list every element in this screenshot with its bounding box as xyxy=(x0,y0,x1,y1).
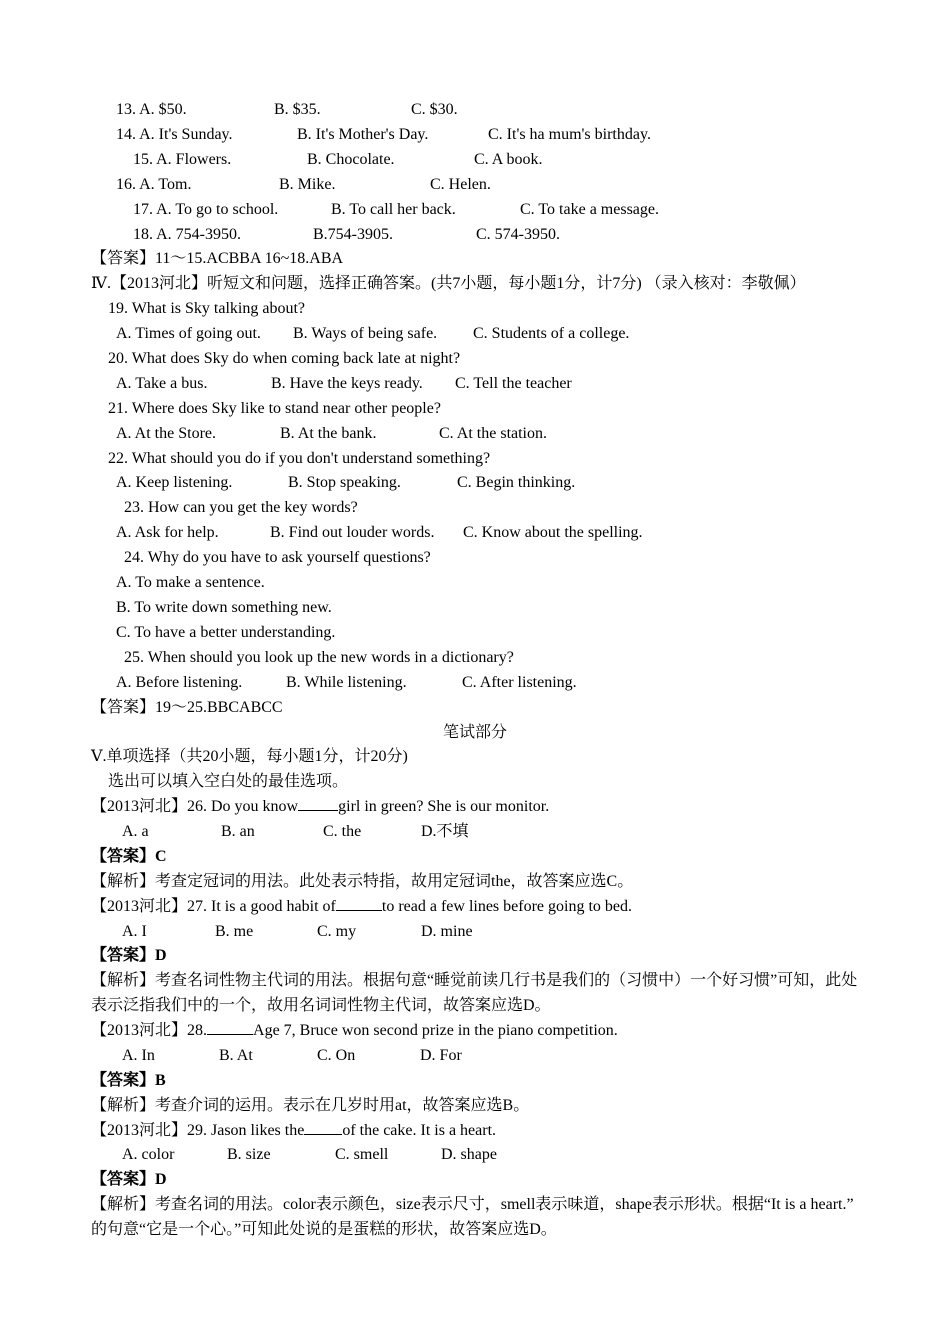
q18-option-b: B.754-3905. xyxy=(313,226,393,243)
q14-option-a: 14. A. It's Sunday. xyxy=(116,126,233,143)
q17-option-c: C. To take a message. xyxy=(520,201,659,218)
q29-blank xyxy=(304,1118,342,1135)
q27-blank xyxy=(336,894,382,911)
q13-option-b: B. $35. xyxy=(274,101,321,118)
q28-blank xyxy=(207,1018,253,1035)
q16-option-b: B. Mike. xyxy=(279,176,336,193)
q15-option-b: B. Chocolate. xyxy=(307,151,395,168)
document-page: 13. A. $50. B. $35. C. $30. 14. A. It's Sunday. B. It's Mother's Day. C. It's ha mum's birthday. 15. A. Flowers. B. Chocolate. C. A book. 16. A. Tom. B. Mike. C. Helen. 17. A. To go to school. B. To call her back. C. To take a message. 18. A. 754-3950. B.754-3905. C. 574-3950. 【答案】11～15.ACBBA 16~18.ABA Ⅳ.【2013河北】听短文和问题，选择正确答案。(共7小题，每小题1分，计7分) （录入核对：李敬佩） 19. What is Sky talking about? A. Times of going out. B. Ways of being safe. C. Students of a college. 20. What does Sky do when coming back late at night? A. Take a bus. B. Have the keys ready. C. Tell the teacher 21. Where does Sky like to stand near other people? A. At the Store. B. At the bank. C. At the station. 22. What should you do if you don't understand something? A. Keep listening. B. Stop speaking. C. Begin thinking. 23. How can you get the key words? A. Ask for help. B. Find out louder words. C. Know about the spelling. 24. Why do you have to ask yourself questions? A. To make a sentence. B. To write down something new. C. To have a better understanding. 25. When should you look up the new words in a dictionary? A. Before listening. B. While listening. C. After listening. 【答案】19～25.BBCABCC 笔试部分 Ⅴ.单项选择（共20小题，每小题1分，计20分) 选出可以填入空白处的最佳选项。 【2013河北】26. Do you know girl in green? She is our monitor. A. a B. an C. the D.不填 【答案】C 【解析】考查定冠词的用法。此处表示特指，故用定冠词the，故答案应选C。 【2013河北】27. It is a good habit of to read a few lines before going to bed. A. I B. me C. my D. mine 【答案】D 【解析】考查名词性物主代词的用法。根据句意“睡觉前读几行书是我们的（习惯中）一个好习惯”可知，此处 表示泛指我们中的一个，故用名词词性物主代词，故答案应选D。 【2013河北】28. Age 7, Bruce won second prize in the piano competition. A. In B. At C. On D. For 【答案】B 【解析】考查介词的运用。表示在几岁时用at，故答案应选B。 【2013河北】29. Jason likes the of the cake. It is a heart. A. color B. size C. smell D. shape 【答案】D 【解析】考查名词的用法。color表示颜色，size表示尺寸，smell表示味道，shape表示形状。根据“It is a heart.” 的句意“它是一个心。”可知此处说的是蛋糕的形状，故答案应选D。 xyxy=(0,0,950,1344)
q17-option-a: 17. A. To go to school. xyxy=(133,201,279,218)
q26-stem-start: 【2013河北】26. Do you know xyxy=(91,798,299,815)
q17-option-b: B. To call her back. xyxy=(331,201,456,218)
q18-option-c: C. 574-3950. xyxy=(476,226,560,243)
q18-option-a: 18. A. 754-3950. xyxy=(133,226,241,243)
q26-blank xyxy=(298,794,338,811)
q13-option-a: 13. A. $50. xyxy=(116,101,187,118)
q15-option-a: 15. A. Flowers. xyxy=(133,151,232,168)
q16-option-c: C. Helen. xyxy=(430,176,491,193)
q14-option-c: C. It's ha mum's birthday. xyxy=(488,126,651,143)
q16-option-a: 16. A. Tom. xyxy=(116,176,192,193)
q14-option-b: B. It's Mother's Day. xyxy=(297,126,429,143)
q26-stem-end: girl in green? She is our monitor. xyxy=(338,798,550,815)
q13-option-c: C. $30. xyxy=(411,101,458,118)
q15-option-c: C. A book. xyxy=(474,151,543,168)
